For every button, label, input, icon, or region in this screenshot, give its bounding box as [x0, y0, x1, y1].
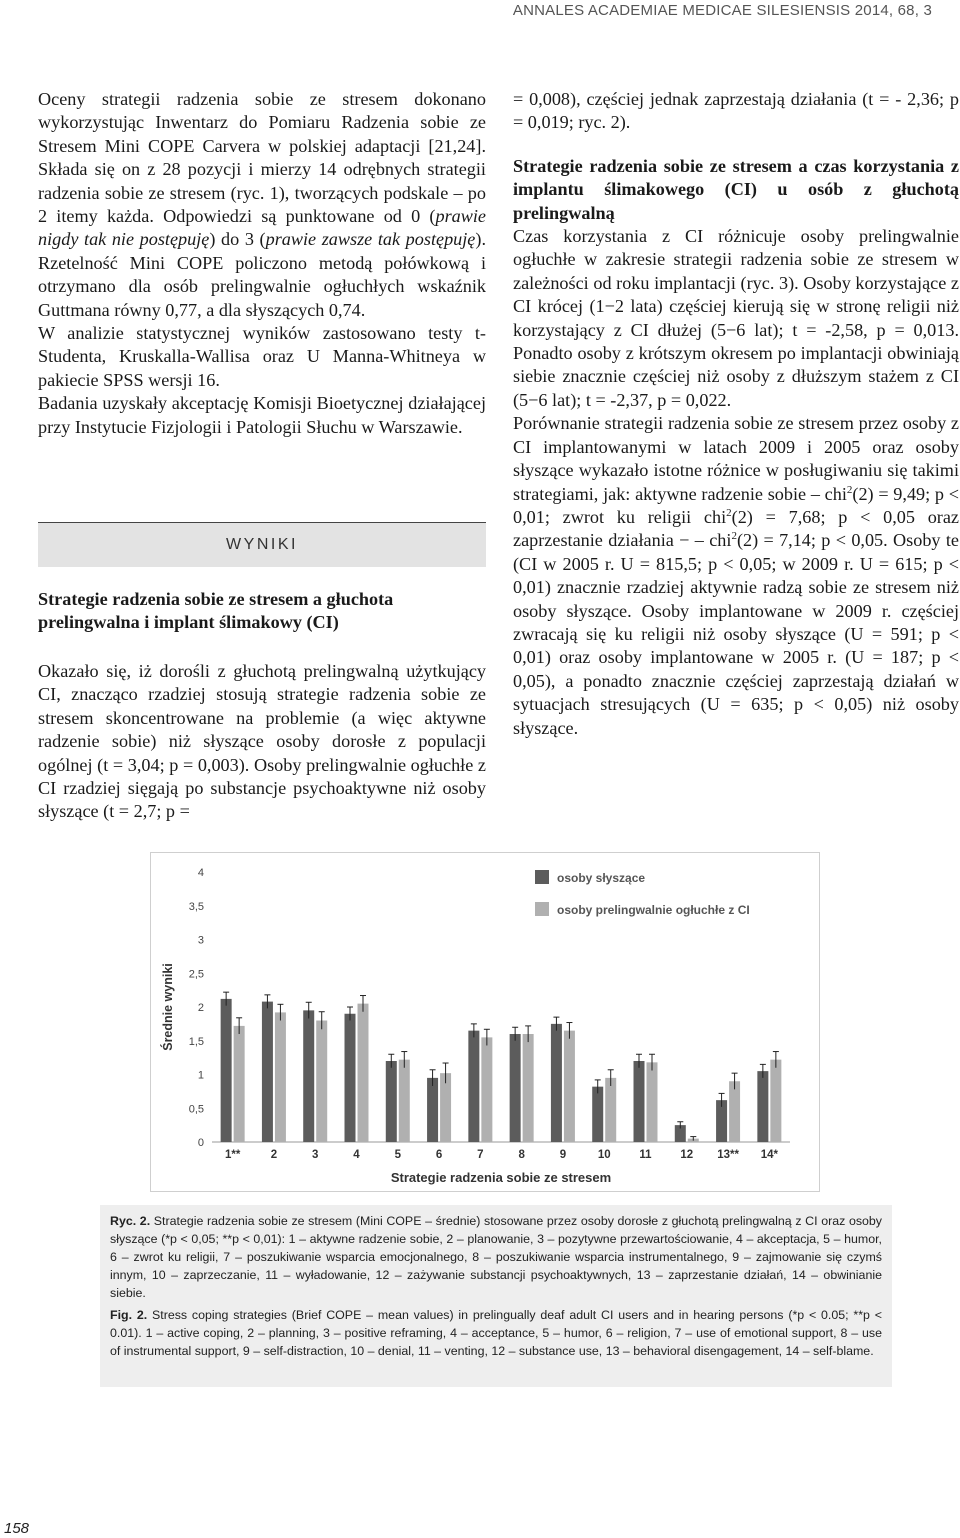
paragraph-results-cont: = 0,008), częściej jednak zaprzestają działania (t = - 2,36; p = 0,019; ryc. 2).: [513, 89, 959, 133]
bar: [605, 1078, 616, 1142]
x-tick-label: 3: [312, 1149, 319, 1161]
bar: [345, 1014, 356, 1142]
subheading-implant-duration: Strategie radzenia sobie ze stresem a czas korzystania z implantu ślimakowego (CI) u osób z głuchotą prelingwalną: [513, 155, 959, 223]
bar: [510, 1034, 521, 1142]
y-tick-label: 4: [197, 867, 204, 879]
legend-label: osoby słyszące: [557, 871, 646, 885]
bar: [399, 1060, 410, 1142]
bar: [427, 1078, 438, 1142]
paragraph-ethics: Badania uzyskały akceptację Komisji Bioetycznej działającej przy Instytucie Fizjologii i Patologii Słuchu w Warszawie.: [38, 393, 486, 437]
running-head: ANNALES ACADEMIAE MEDICAE SILESIENSIS 2014, 68, 3: [512, 2, 932, 19]
bar: [303, 1010, 314, 1142]
x-tick-label: 13**: [717, 1149, 739, 1161]
bar: [386, 1061, 397, 1142]
x-tick-label: 5: [394, 1149, 401, 1161]
bar: [316, 1021, 327, 1143]
bar: [481, 1037, 492, 1142]
paragraph-comparison: Porównanie strategii radzenia sobie ze stresem przez osoby z CI implantowanymi w latach 2009 i 2005 oraz osoby słyszące wykazało istotne różnice w posługiwaniu się takimi strategiami, jak: aktywne radzenie sobie – chi$^2$(2) = 9,49; p < 0,01; zwrot ku religii chi$^2$(2) = 7,68; p < 0,05 oraz zaprzestanie działania − – chi$^2$(2) = 7,14; p < 0,05. Osoby te (CI w 2005 r. U = 815,5; p < 0,05; w 2009 r. U = 615; p < 0,01) znacznie rzadziej aktywnie radzą sobie ze stresem niż osoby słyszące. Osoby implantowane w 2009 r. częściej zwracają się ku religii niż osoby słyszące (U = 591; p < 0,01) oraz osoby implantowane w 2005 r. (U = 187; p < 0,05), a ponadto znacznie częściej zaprzestają działań w sytuacjach stresujących (U = 635; p < 0,05) niż osoby słyszące.: [513, 413, 959, 738]
bar: [592, 1087, 603, 1142]
y-axis-label: Średnie wyniki: [161, 963, 175, 1051]
bar: [440, 1073, 451, 1142]
bar: [275, 1012, 286, 1142]
bar: [523, 1034, 534, 1142]
y-tick-label: 3,5: [188, 900, 204, 913]
x-tick-label: 12: [680, 1149, 694, 1161]
section-heading-wyniki: [38, 522, 486, 567]
legend-swatch: [535, 902, 549, 916]
bar: [468, 1031, 479, 1142]
left-column: [38, 88, 486, 439]
caption-polish: Ryc. 2. Strategie radzenia sobie ze stresem (Mini COPE – średnie) stosowane przez osoby dorosłe z głuchotą prelingwalną z CI oraz osoby słyszące (*p < 0,05; **p < 0,01): 1 – aktywne radzenie sobie, 2 – planowanie, 3 – pozytywne przewartościowanie, 4 – akceptacja, 5 – humor, 6 – zwrot ku religii, 7 – poszukiwanie wsparcia emocjonalnego, 8 – poszukiwanie wsparcia instrumentalnego, 9 – zajmowanie się czymś innym, 10 – zaprzeczanie, 11 – wyładowanie, 12 – zażywanie substancji psychoaktywnych, 13 – zaprzestanie działań, 14 – obwinianie siebie.: [110, 1214, 883, 1300]
x-axis-label: Strategie radzenia sobie ze stresem: [390, 1170, 612, 1185]
bar: [262, 1002, 273, 1142]
paragraph-statistics: W analizie statystycznej wyników zastosowano testy t-Studenta, Kruskalla-Wallisa oraz U Manna-Whitneya w pakiecie SPSS wersji 16.: [38, 323, 486, 390]
bar: [634, 1061, 645, 1142]
caption-english: Fig. 2. Stress coping strategies (Brief COPE – mean values) in prelingually deaf adult CI users and in hearing persons (*p < 0.05; **p < 0.01). 1 – active coping, 2 – planning, 3 – positive reframing, 4 – acceptance, 5 – humor, 6 – religion, 7 – use of emotional support, 8 – use of instrumental support, 9 – self-distraction, 10 – denial, 11 – venting, 12 – substance use, 13 – behavioral disengagement, 14 – self-blame.: [110, 1308, 882, 1358]
x-tick-label: 2: [270, 1149, 278, 1161]
page-number: 158: [4, 1520, 30, 1537]
x-tick-label: 11: [639, 1149, 652, 1161]
legend-label: osoby prelingwalnie ogłuchłe z CI: [557, 903, 750, 917]
y-tick-label: 0,5: [188, 1103, 204, 1116]
bar: [647, 1062, 658, 1142]
x-tick-label: 7: [477, 1149, 484, 1161]
bar-chart: [150, 852, 820, 1192]
bar: [564, 1031, 575, 1142]
bar: [757, 1071, 768, 1142]
x-tick-label: 4: [353, 1149, 360, 1161]
bar: [358, 1004, 369, 1142]
y-tick-label: 2: [197, 1002, 204, 1014]
y-tick-label: 1: [197, 1069, 204, 1082]
legend-swatch: [535, 870, 549, 884]
bar: [729, 1081, 740, 1142]
x-tick-label: 10: [597, 1149, 611, 1161]
figure-2-chart: [150, 852, 820, 1192]
x-tick-label: 8: [518, 1149, 525, 1161]
bar: [234, 1026, 245, 1142]
bar: [221, 999, 232, 1142]
y-tick-label: 2,5: [188, 968, 204, 981]
figure-caption: [100, 1205, 892, 1387]
x-tick-label: 14*: [760, 1149, 778, 1161]
x-tick-label: 9: [559, 1149, 567, 1161]
y-tick-label: 1,5: [188, 1035, 204, 1048]
y-tick-label: 3: [197, 934, 204, 947]
paragraph-results-1: Okazało się, iż dorośli z głuchotą prelingwalną użytkujący CI, znacząco rzadziej stosują strategie radzenia sobie ze stresem skoncentrowane na problemie (a więc aktywne radzenie sobie) niż słyszące osoby dorosłe z populacji ogólnej (t = 3,04; p = 0,003). Osoby prelingwalnie ogłuchłe z CI rzadziej sięgają po substancje psychoaktywne niż osoby słyszące (t = 2,7; p =: [38, 661, 486, 822]
right-column: [513, 88, 959, 740]
paragraph-methods: Oceny strategii radzenia sobie ze stresem dokonano wykorzystując Inwentarz do Pomiaru Radzenia sobie ze Stresem Mini COPE Carvera w polskiej adaptacji [21,24]. Składa się on z 28 pozycji i mierzy 14 odrębnych strategii radzenia sobie ze stresem (ryc. 1), tworzących podskale – po 2 itemy każda. Odpowiedzi są punktowane od 0 (prawie nigdy tak nie postępuję) do 3 (prawie zawsze tak postępuję). Rzetelność Mini COPE policzono metodą połówkową i otrzymano dla osób prelingwalnie ogłuchłych wskaźnik Guttmana równy 0,77, a dla słyszących 0,74.: [38, 89, 486, 320]
paragraph-implant-duration: Czas korzystania z CI różnicuje osoby prelingwalnie ogłuchłe w zakresie strategii radzenia sobie ze stresem w zależności od roku implantacji (ryc. 3). Osoby korzystające z CI krócej (1−2 lata) częściej kierują się w stronę religii niż korzystający z CI dłużej (5−6 lat); t = -2,58, p = 0,013. Ponadto osoby z krótszym okresem po implantacji obwiniają siebie znacznie częściej niż osoby z dłuższym stażem z CI (5−6 lat); t = -2,37, p = 0,022.: [513, 226, 959, 410]
section-label: WYNIKI: [226, 536, 298, 553]
x-tick-label: 1**: [224, 1149, 241, 1161]
bar: [770, 1060, 781, 1142]
bar: [551, 1024, 562, 1142]
y-tick-label: 0: [197, 1137, 204, 1149]
subheading-deafness-implant: Strategie radzenia sobie ze stresem a głuchota prelingwalna i implant ślimakowy (CI): [38, 589, 394, 633]
x-tick-label: 6: [435, 1149, 443, 1161]
